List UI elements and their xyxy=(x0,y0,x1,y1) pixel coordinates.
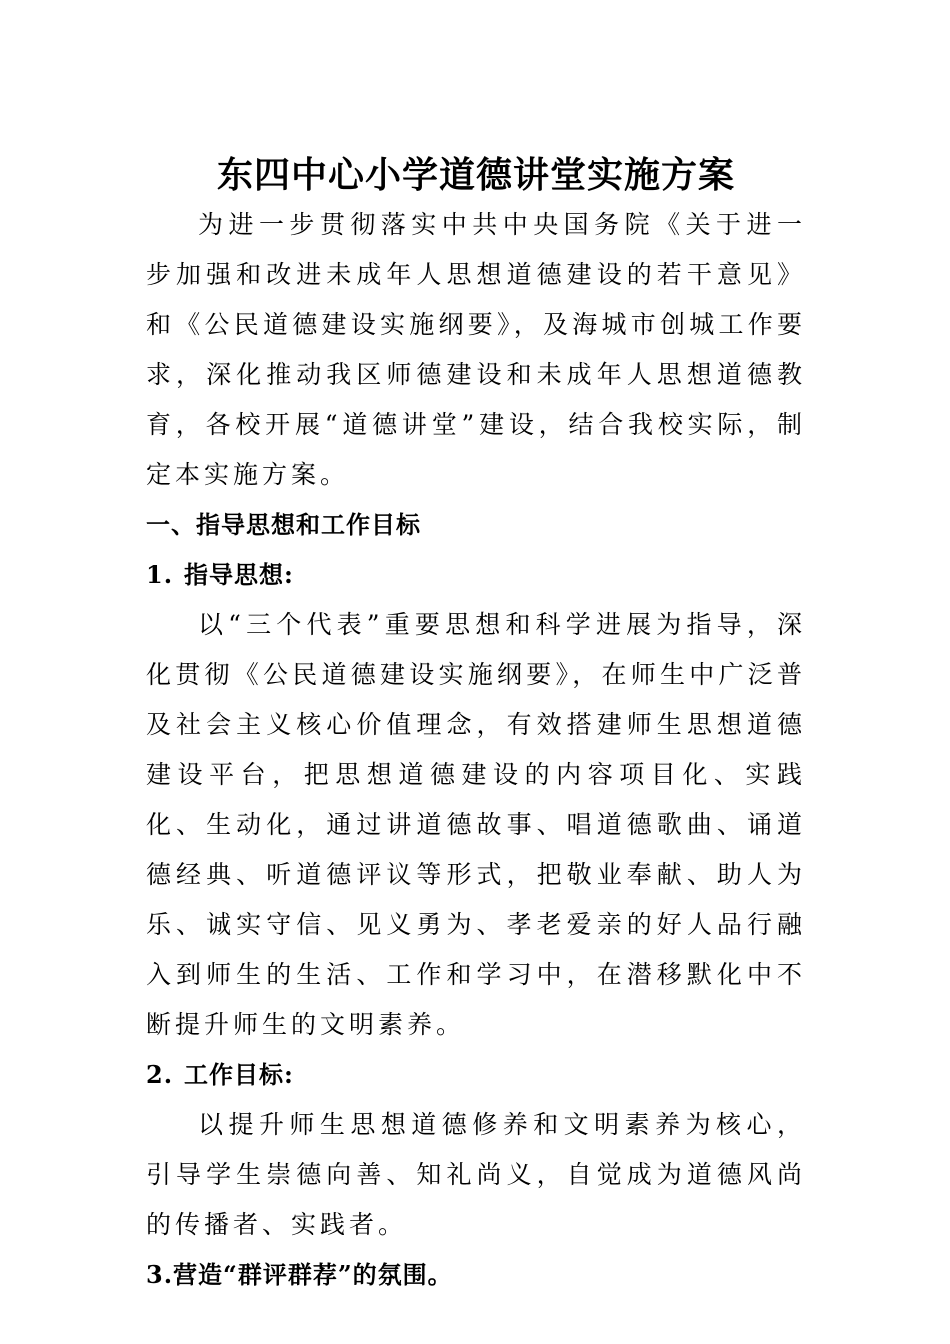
guiding-ideas-paragraph: 以“三个代表”重要思想和科学进展为指导，深化贯彻《公民道德建设实施纲要》，在师生中广泛普及社会主义核心价值理念，有效搭建师生思想道德建设平台，把思想道德建设的内容项目化、实践化、生动化，通过讲道德故事、唱道德歌曲、诵道德经典、听道德评议等形式，把敬业奉献、助人为乐、诚实守信、见义勇为、孝老爱亲的好人品行融入到师生的生活、工作和学习中，在潜移默化中不断提升师生的文明素养。 xyxy=(146,610,806,1039)
section-heading-guiding-ideas-and-goals: 一、指导思想和工作目标 xyxy=(146,511,421,539)
subsection-heading-guiding-ideas xyxy=(146,550,806,600)
subsection-title: 指导思想: xyxy=(184,560,294,589)
subsection-heading-atmosphere: 3.营造“群评群荐”的氛围。 xyxy=(146,1260,453,1289)
subsection-number: 1. xyxy=(146,560,174,589)
subsection-heading-work-goals xyxy=(146,1050,806,1100)
intro-paragraph: 为进一步贯彻落实中共中央国务院《关于进一步加强和改进未成年人思想道德建设的若干意见》和《公民道德建设实施纲要》，及海城市创城工作要求，深化推动我区师德建设和未成年人思想道德教育，各校开展“道德讲堂”建设，结合我校实际，制定本实施方案。 xyxy=(146,210,806,489)
subsection-number: 2. xyxy=(146,1060,174,1089)
work-goals-paragraph: 以提升师生思想道德修养和文明素养为核心，引导学生崇德向善、知礼尚义，自觉成为道德风尚的传播者、实践者。 xyxy=(146,1110,806,1239)
document-title: 东四中心小学道德讲堂实施方案 xyxy=(216,154,735,196)
document-page xyxy=(146,150,806,1300)
subsection-title: 工作目标: xyxy=(184,1060,294,1089)
